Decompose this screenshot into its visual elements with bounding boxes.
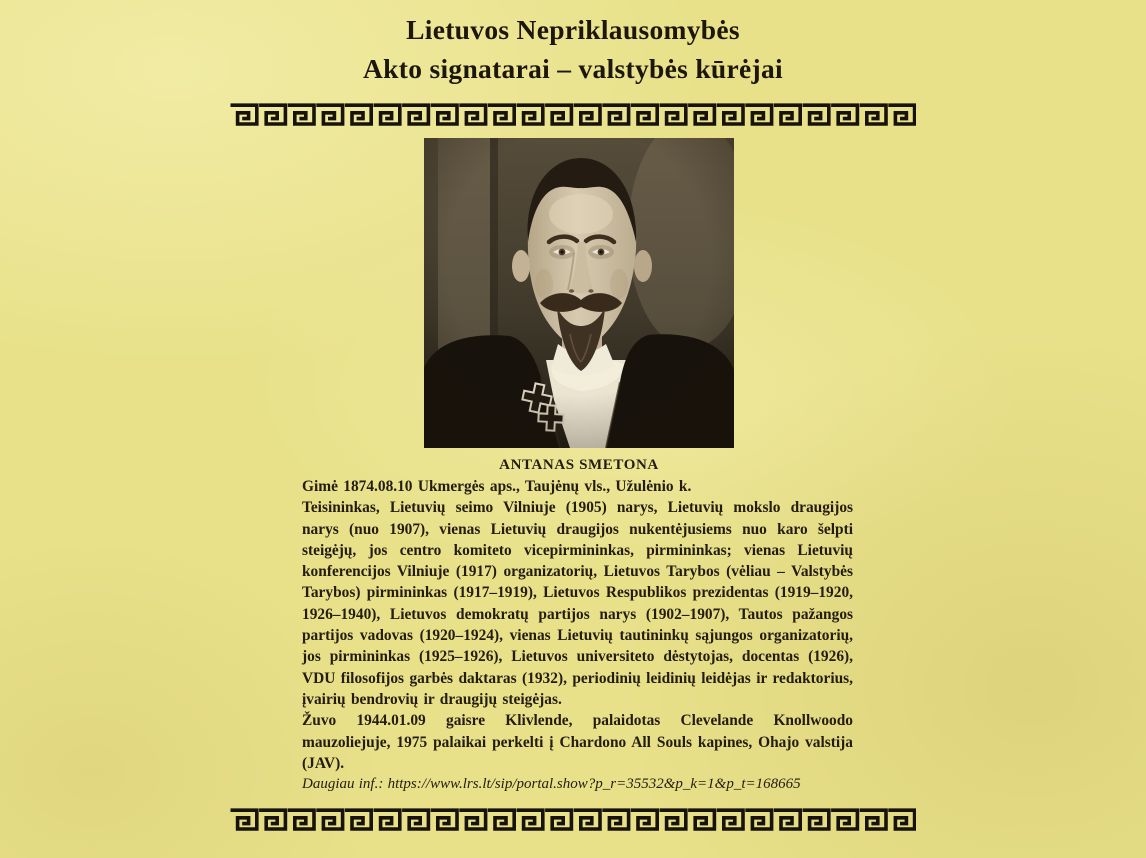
bio-born: Gimė 1874.08.10 Ukmergės aps., Taujėnų vls., Užulėnio k.	[302, 478, 692, 495]
page-title-line2: Akto signatarai – valstybės kūrėjai	[363, 53, 783, 84]
bio-career: Teisininkas, Lietuvių seimo Vilniuje (1905) narys, Lietuvių mokslo draugijos narys (nuo 1907), vienas Lietuvių draugijos nukentėjusiems nuo karo šelpti steigėjų, jos centro komiteto vicepirmininkas, pirmininkas; vienas Lietuvių konferencijos Vilniuje (1917) organizatorių, Lietuvos Tarybos (vėliau – Valstybės Tarybos) pirmininkas (1917–1919), Lietuvos Respublikos prezidentas (1919–1920, 1926–1940), Lietuvos demokratų partijos narys (1902–1907), Tautos pažangos partijos vadovas (1920–1924), vienas Lietuvių tautininkų sąjungos organizatorių, jos pirmininkas (1925–1926), Lietuvos universiteto dėstytojas, docentas (1926), VDU filosofijos garbės daktaras (1932), periodinių leidinių leidėjas ir redaktorius, įvairių bendrovių ir draugijų steigėjas.	[302, 499, 853, 708]
page-title	[0, 10, 1146, 88]
bio-death: Žuvo 1944.01.09 gaisre Klivlende, palaidotas Clevelande Knollwoodo mauzoliejuje, 1975 palaikai perkelti į Chardono All Souls kapines, Ohajo valstija (JAV).	[302, 712, 853, 772]
bio-more-info-url: Daugiau inf.: https://www.lrs.lt/sip/portal.show?p_r=35532&p_k=1&p_t=168665	[302, 776, 801, 793]
portrait-caption: ANTANAS SMETONA	[499, 457, 659, 473]
meander-border-bottom-icon	[230, 807, 916, 833]
portrait-photo	[424, 138, 734, 448]
page-title-line1: Lietuvos Nepriklausomybės	[406, 14, 740, 45]
portrait-svg	[424, 138, 734, 448]
biography-text	[302, 476, 853, 795]
meander-border-top-icon	[230, 102, 916, 128]
